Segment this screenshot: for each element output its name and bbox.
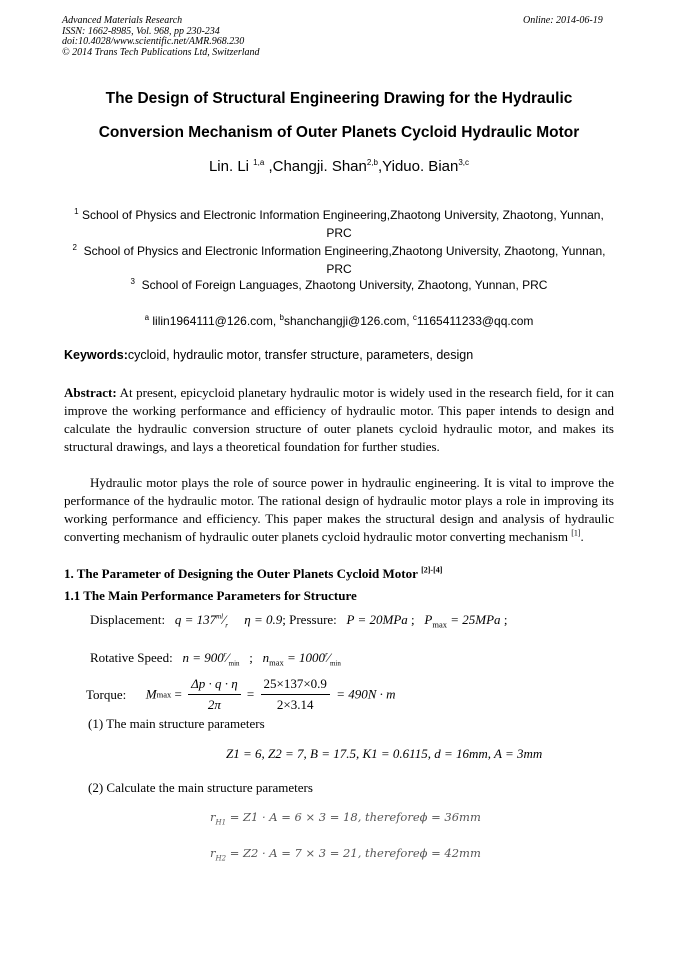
n-unit-bot: min <box>228 659 240 668</box>
m-symbol: M <box>145 686 157 702</box>
frac1-denominator: 2π <box>207 697 221 712</box>
nmax-value: = 1000 <box>283 650 326 665</box>
email-list <box>60 312 618 330</box>
rh2-rhs: = Z2 · A = 7 × 3 = 21, thereforeϕ = 42mm <box>229 846 481 860</box>
email-c-sup: c <box>412 313 417 322</box>
q-unit-top: ml <box>216 612 224 621</box>
intro-end: . <box>580 529 584 544</box>
torque-result: = 490N · m <box>336 686 396 702</box>
intro-text: Hydraulic motor plays the role of source power in hydraulic engineering. It is vital to improve the performance of the hydraulic motor. The rational design of hydraulic motor plays a role in improving its working performance and efficiency. This paper makes the structural design and analysis of hydraulic converting mechanism of hydraulic outer planets cycloid hydraulic motor converting mechanism <box>64 475 614 544</box>
nmax-unit-bot: min <box>329 659 341 668</box>
online-date: Online: 2014-06-19 <box>523 15 603 26</box>
issn: ISSN: 1662-8985, Vol. 968, pp 230-234 <box>62 25 220 37</box>
affiliation-2 <box>60 242 618 278</box>
nmax-unit-top: r <box>325 650 328 659</box>
author-3-sup: 3,c <box>458 158 470 167</box>
abstract-label: Abstract: <box>64 385 117 400</box>
email-a: lilin1964111@126.com, <box>152 314 277 328</box>
n-expr: n = 900 <box>182 650 224 665</box>
keywords-label: Keywords: <box>64 348 128 362</box>
rh1-equation: $r_{H1} = Z1 \cdot A = 6 \times 3 = 18$, thereforeϕ = 36mm <box>210 810 481 827</box>
email-c: 1165411233@qq.com <box>416 314 534 328</box>
pressure-label: ; Pressure: <box>282 612 337 627</box>
section-1-ref: [2]-[4] <box>421 565 443 575</box>
affiliation-3-num: 3 <box>130 277 135 286</box>
author-1-sup: 1,a <box>253 158 265 167</box>
doi: doi:10.4028/www.scientific.net/AMR.968.230 <box>62 36 245 47</box>
author-2: ,Changji. Shan <box>268 158 367 175</box>
section-1-heading <box>64 566 442 582</box>
affiliation-1-text: School of Physics and Electronic Information Engineering,Zhaotong University, Zhaotong, Yunnan, PRC <box>81 208 604 240</box>
n-unit-top: r <box>223 650 227 659</box>
frac2-denominator: 2×3.14 <box>276 697 314 712</box>
keywords-text: cycloid, hydraulic motor, transfer structure, parameters, design <box>127 348 474 362</box>
eta-expr: η = 0.9 <box>244 612 283 627</box>
torque-label: Torque: <box>86 686 127 702</box>
nmax-symbol: n <box>262 650 270 665</box>
pmax-symbol: P <box>424 612 433 627</box>
displacement-label: Displacement: <box>90 612 166 627</box>
pmax-semicolon: ; <box>503 612 508 627</box>
struct-params-equation: Z1 = 6, Z2 = 7, B = 17.5, K1 = 0.6115, d = 16mm, A = 3mm <box>226 746 543 761</box>
frac1-numerator: Δp · q · η <box>188 676 241 695</box>
pmax-sub: max <box>432 619 448 630</box>
torque-fraction-1 <box>188 676 241 713</box>
author-2-sup: 2,b <box>366 158 378 167</box>
affiliation-3 <box>60 276 618 294</box>
journal-header <box>62 16 260 58</box>
abstract-text: At present, epicycloid planetary hydraulic motor is widely used in the research field, for it can improve the working performance and efficiency of hydraulic motor. This paper intends to design and calculate the hydraulic conversion structure of outer planets cycloid hydraulic motor, and makes its structural drawings, and lays a theoretical foundation for further studies. <box>64 385 614 454</box>
author-list <box>40 158 638 175</box>
q-unit-bot: r <box>225 621 229 630</box>
torque-fraction-2 <box>261 676 330 713</box>
speed-line: Rotative Speed: $n = 900^r⁄_{min}$ ; $n_{max}$ = $1000^r⁄_{min}$ <box>90 650 341 668</box>
rh2-equation: $r_{H2} = Z2 \cdot A = 7 \times 3 = 21$, thereforeϕ = 42mm <box>210 846 481 863</box>
rh1-rhs: = Z1 · A = 6 × 3 = 18, thereforeϕ = 36mm <box>229 810 481 824</box>
paper-title-line-1: The Design of Structural Engineering Drawing for the Hydraulic <box>105 90 573 107</box>
frac2-numerator: 25×137×0.9 <box>261 676 330 695</box>
m-sub: max <box>156 689 172 700</box>
keywords <box>64 348 473 362</box>
speed-label: Rotative Speed: <box>90 650 173 665</box>
nmax-sub: max <box>269 657 284 668</box>
journal-name: Advanced Materials Research <box>62 15 183 26</box>
calc-params-label: (2) Calculate the main structure parameters <box>88 780 313 795</box>
author-3: ,Yiduo. Bian <box>378 158 459 175</box>
affiliation-3-text: School of Foreign Languages, Zhaotong University, Zhaotong, Yunnan, PRC <box>141 278 548 292</box>
section-1-title: 1. The Parameter of Designing the Outer Planets Cycloid Motor <box>64 566 418 581</box>
section-1-1-heading: 1.1 The Main Performance Parameters for Structure <box>64 588 357 603</box>
email-b-sup: b <box>279 313 284 322</box>
p-expr: P = 20MPa <box>346 612 408 627</box>
struct-params-label: (1) The main structure parameters <box>88 716 265 731</box>
displacement-line: Displacement: $q = 137^{ml}⁄_r$ η = 0.9; Pressure: P = 20MPa ; $P_{max} = 25MPa$ ; <box>90 612 508 630</box>
torque-line: Torque: Mmax = $\frac{\Delta p \cdot q \cdot \eta}{2\pi}$ = $\frac{25\times 137\times 0.9}{2\times 3.14}$ = 490N · m <box>86 676 396 712</box>
pmax-value: = 25MPa <box>447 612 501 627</box>
affiliation-1-num: 1 <box>74 207 79 216</box>
intro-paragraph <box>64 474 614 546</box>
abstract <box>64 384 614 456</box>
email-b: shanchangji@126.com, <box>283 314 410 328</box>
q-expr: q = 137 <box>174 612 217 627</box>
intro-ref: [1] <box>571 528 581 538</box>
email-a-sup: a <box>144 313 150 322</box>
affiliation-2-text: School of Physics and Electronic Information Engineering,Zhaotong University, Zhaotong, Yunnan, PRC <box>83 244 606 276</box>
affiliation-1 <box>60 206 618 242</box>
author-1: Lin. Li <box>208 158 249 175</box>
paper-title-line-2: Conversion Mechanism of Outer Planets Cycloid Hydraulic Motor <box>98 124 580 141</box>
affiliation-2-num: 2 <box>72 243 77 252</box>
copyright: © 2014 Trans Tech Publications Ltd, Switzerland <box>62 46 260 58</box>
